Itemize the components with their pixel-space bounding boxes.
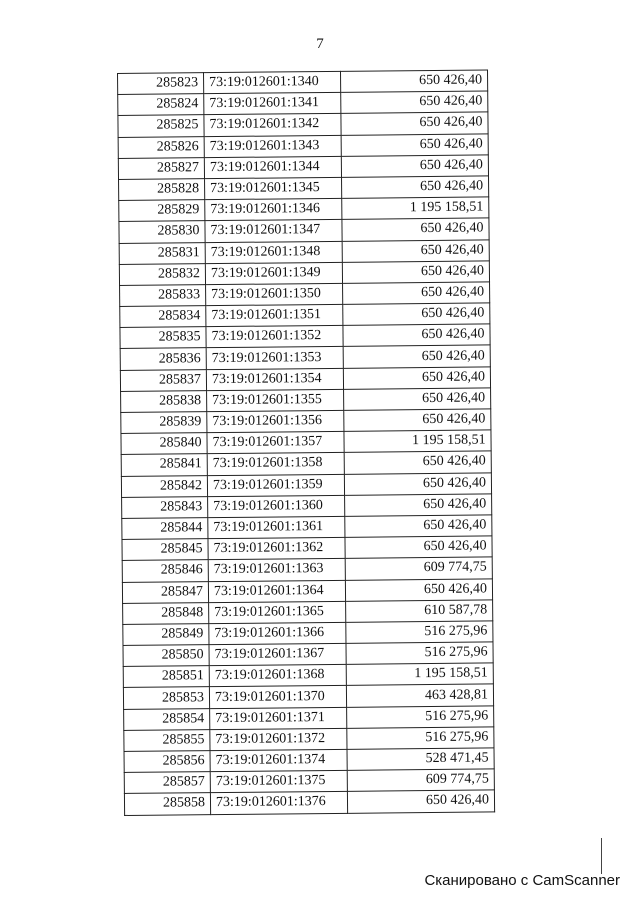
cadastral-number-cell: 73:19:012601:1371	[210, 707, 347, 730]
row-number-cell: 285846	[122, 560, 208, 582]
row-number-cell: 285848	[123, 602, 209, 624]
amount-cell: 650 426,40	[345, 515, 492, 538]
registry-table	[117, 69, 495, 815]
scanner-watermark: Сканировано с CamScanner	[424, 872, 620, 889]
cadastral-number-cell: 73:19:012601:1362	[208, 537, 345, 560]
table-row	[118, 70, 488, 95]
cadastral-number-cell: 73:19:012601:1367	[209, 643, 346, 666]
table-row	[120, 282, 490, 307]
amount-cell: 650 426,40	[343, 345, 490, 368]
row-number-cell: 285840	[121, 433, 207, 455]
amount-cell: 650 426,40	[345, 536, 492, 559]
amount-cell: 516 275,96	[346, 621, 493, 644]
table-row	[119, 218, 489, 243]
cadastral-number-cell: 73:19:012601:1374	[210, 749, 347, 772]
amount-cell: 650 426,40	[344, 472, 491, 495]
cadastral-number-cell: 73:19:012601:1357	[207, 432, 344, 455]
row-number-cell: 285849	[123, 624, 209, 646]
amount-cell: 650 426,40	[343, 324, 490, 347]
row-number-cell: 285856	[124, 751, 210, 773]
table-row	[121, 388, 491, 413]
table-row	[119, 261, 489, 286]
row-number-cell: 285833	[120, 285, 206, 307]
amount-cell: 650 426,40	[343, 367, 490, 390]
table-row	[124, 706, 494, 731]
amount-cell: 1 195 158,51	[342, 197, 489, 220]
table-row	[118, 155, 488, 180]
row-number-cell: 285844	[122, 518, 208, 540]
cadastral-number-cell: 73:19:012601:1350	[206, 283, 343, 306]
row-number-cell: 285823	[118, 73, 204, 95]
amount-cell: 516 275,96	[346, 642, 493, 665]
row-number-cell: 285842	[121, 475, 207, 497]
cadastral-number-cell: 73:19:012601:1344	[204, 156, 341, 179]
table-row	[118, 112, 488, 137]
table-row	[118, 134, 488, 159]
cadastral-number-cell: 73:19:012601:1341	[204, 93, 341, 116]
table-row	[123, 600, 493, 625]
table-row	[119, 197, 489, 222]
table-row	[124, 769, 494, 794]
amount-cell: 528 471,45	[347, 748, 494, 771]
amount-cell: 609 774,75	[345, 557, 492, 580]
cadastral-number-cell: 73:19:012601:1358	[207, 453, 344, 476]
cadastral-number-cell: 73:19:012601:1361	[208, 516, 345, 539]
amount-cell: 650 426,40	[345, 494, 492, 517]
amount-cell: 650 426,40	[340, 70, 487, 93]
amount-cell: 1 195 158,51	[344, 430, 491, 453]
table-row	[123, 684, 493, 709]
cadastral-number-cell: 73:19:012601:1354	[206, 368, 343, 391]
row-number-cell: 285843	[122, 496, 208, 518]
row-number-cell: 285850	[123, 645, 209, 667]
row-number-cell: 285825	[118, 115, 204, 137]
cadastral-number-cell: 73:19:012601:1345	[205, 177, 342, 200]
table-row	[124, 790, 494, 815]
row-number-cell: 285834	[120, 306, 206, 328]
cadastral-number-cell: 73:19:012601:1356	[207, 410, 344, 433]
row-number-cell: 285829	[119, 200, 205, 222]
table-row	[123, 642, 493, 667]
table-row	[119, 176, 489, 201]
table-row	[122, 536, 492, 561]
amount-cell: 463 428,81	[346, 684, 493, 707]
table-row	[121, 430, 491, 455]
amount-cell: 650 426,40	[343, 303, 490, 326]
cadastral-number-cell: 73:19:012601:1355	[207, 389, 344, 412]
row-number-cell: 285853	[123, 687, 209, 709]
table-row	[122, 557, 492, 582]
amount-cell: 650 426,40	[342, 176, 489, 199]
amount-cell: 650 426,40	[342, 261, 489, 284]
table-row	[124, 727, 494, 752]
row-number-cell: 285845	[122, 539, 208, 561]
row-number-cell: 285835	[120, 327, 206, 349]
cadastral-number-cell: 73:19:012601:1375	[210, 771, 347, 794]
table-row	[124, 748, 494, 773]
amount-cell: 650 426,40	[344, 451, 491, 474]
cadastral-number-cell: 73:19:012601:1363	[208, 559, 345, 582]
cadastral-number-cell: 73:19:012601:1342	[204, 114, 341, 137]
amount-cell: 516 275,96	[347, 727, 494, 750]
row-number-cell: 285857	[124, 772, 210, 794]
row-number-cell: 285858	[124, 793, 210, 815]
row-number-cell: 285851	[123, 666, 209, 688]
cadastral-number-cell: 73:19:012601:1359	[207, 474, 344, 497]
cadastral-number-cell: 73:19:012601:1346	[205, 198, 342, 221]
table-row	[118, 91, 488, 116]
row-number-cell: 285855	[124, 729, 210, 751]
table-row	[122, 578, 492, 603]
table-row	[123, 663, 493, 688]
table-row	[122, 515, 492, 540]
registry-table-wrapper	[117, 69, 495, 815]
cadastral-number-cell: 73:19:012601:1376	[210, 792, 347, 815]
cadastral-number-cell: 73:19:012601:1348	[205, 241, 342, 264]
cadastral-number-cell: 73:19:012601:1366	[209, 622, 346, 645]
row-number-cell: 285827	[118, 157, 204, 179]
amount-cell: 610 587,78	[346, 600, 493, 623]
row-number-cell: 285839	[121, 412, 207, 434]
cadastral-number-cell: 73:19:012601:1340	[204, 71, 341, 94]
row-number-cell: 285830	[119, 221, 205, 243]
scan-edge-line	[601, 838, 602, 874]
row-number-cell: 285854	[124, 708, 210, 730]
cadastral-number-cell: 73:19:012601:1370	[209, 686, 346, 709]
cadastral-number-cell: 73:19:012601:1349	[205, 262, 342, 285]
amount-cell: 1 195 158,51	[346, 663, 493, 686]
amount-cell: 650 426,40	[344, 388, 491, 411]
table-row	[119, 239, 489, 264]
table-row	[123, 621, 493, 646]
cadastral-number-cell: 73:19:012601:1365	[209, 601, 346, 624]
table-row	[122, 494, 492, 519]
row-number-cell: 285836	[120, 348, 206, 370]
amount-cell: 650 426,40	[341, 155, 488, 178]
amount-cell: 650 426,40	[341, 112, 488, 135]
registry-table-body	[118, 70, 495, 815]
cadastral-number-cell: 73:19:012601:1353	[206, 347, 343, 370]
row-number-cell: 285831	[119, 242, 205, 264]
amount-cell: 516 275,96	[347, 706, 494, 729]
cadastral-number-cell: 73:19:012601:1368	[209, 665, 346, 688]
cadastral-number-cell: 73:19:012601:1360	[208, 495, 345, 518]
cadastral-number-cell: 73:19:012601:1372	[210, 728, 347, 751]
table-row	[121, 472, 491, 497]
row-number-cell: 285837	[120, 369, 206, 391]
cadastral-number-cell: 73:19:012601:1352	[206, 326, 343, 349]
amount-cell: 609 774,75	[347, 769, 494, 792]
table-row	[120, 367, 490, 392]
amount-cell: 650 426,40	[347, 790, 494, 813]
row-number-cell: 285847	[122, 581, 208, 603]
row-number-cell: 285832	[119, 263, 205, 285]
cadastral-number-cell: 73:19:012601:1343	[204, 135, 341, 158]
amount-cell: 650 426,40	[343, 282, 490, 305]
row-number-cell: 285828	[119, 179, 205, 201]
amount-cell: 650 426,40	[344, 409, 491, 432]
table-row	[121, 451, 491, 476]
row-number-cell: 285826	[118, 136, 204, 158]
table-row	[120, 324, 490, 349]
amount-cell: 650 426,40	[342, 218, 489, 241]
amount-cell: 650 426,40	[341, 134, 488, 157]
cadastral-number-cell: 73:19:012601:1347	[205, 220, 342, 243]
amount-cell: 650 426,40	[345, 578, 492, 601]
cadastral-number-cell: 73:19:012601:1364	[208, 580, 345, 603]
table-row	[120, 303, 490, 328]
cadastral-number-cell: 73:19:012601:1351	[206, 304, 343, 327]
table-row	[121, 409, 491, 434]
table-row	[120, 345, 490, 370]
row-number-cell: 285838	[121, 390, 207, 412]
row-number-cell: 285824	[118, 94, 204, 116]
page-number: 7	[316, 36, 324, 52]
row-number-cell: 285841	[121, 454, 207, 476]
amount-cell: 650 426,40	[342, 239, 489, 262]
amount-cell: 650 426,40	[341, 91, 488, 114]
